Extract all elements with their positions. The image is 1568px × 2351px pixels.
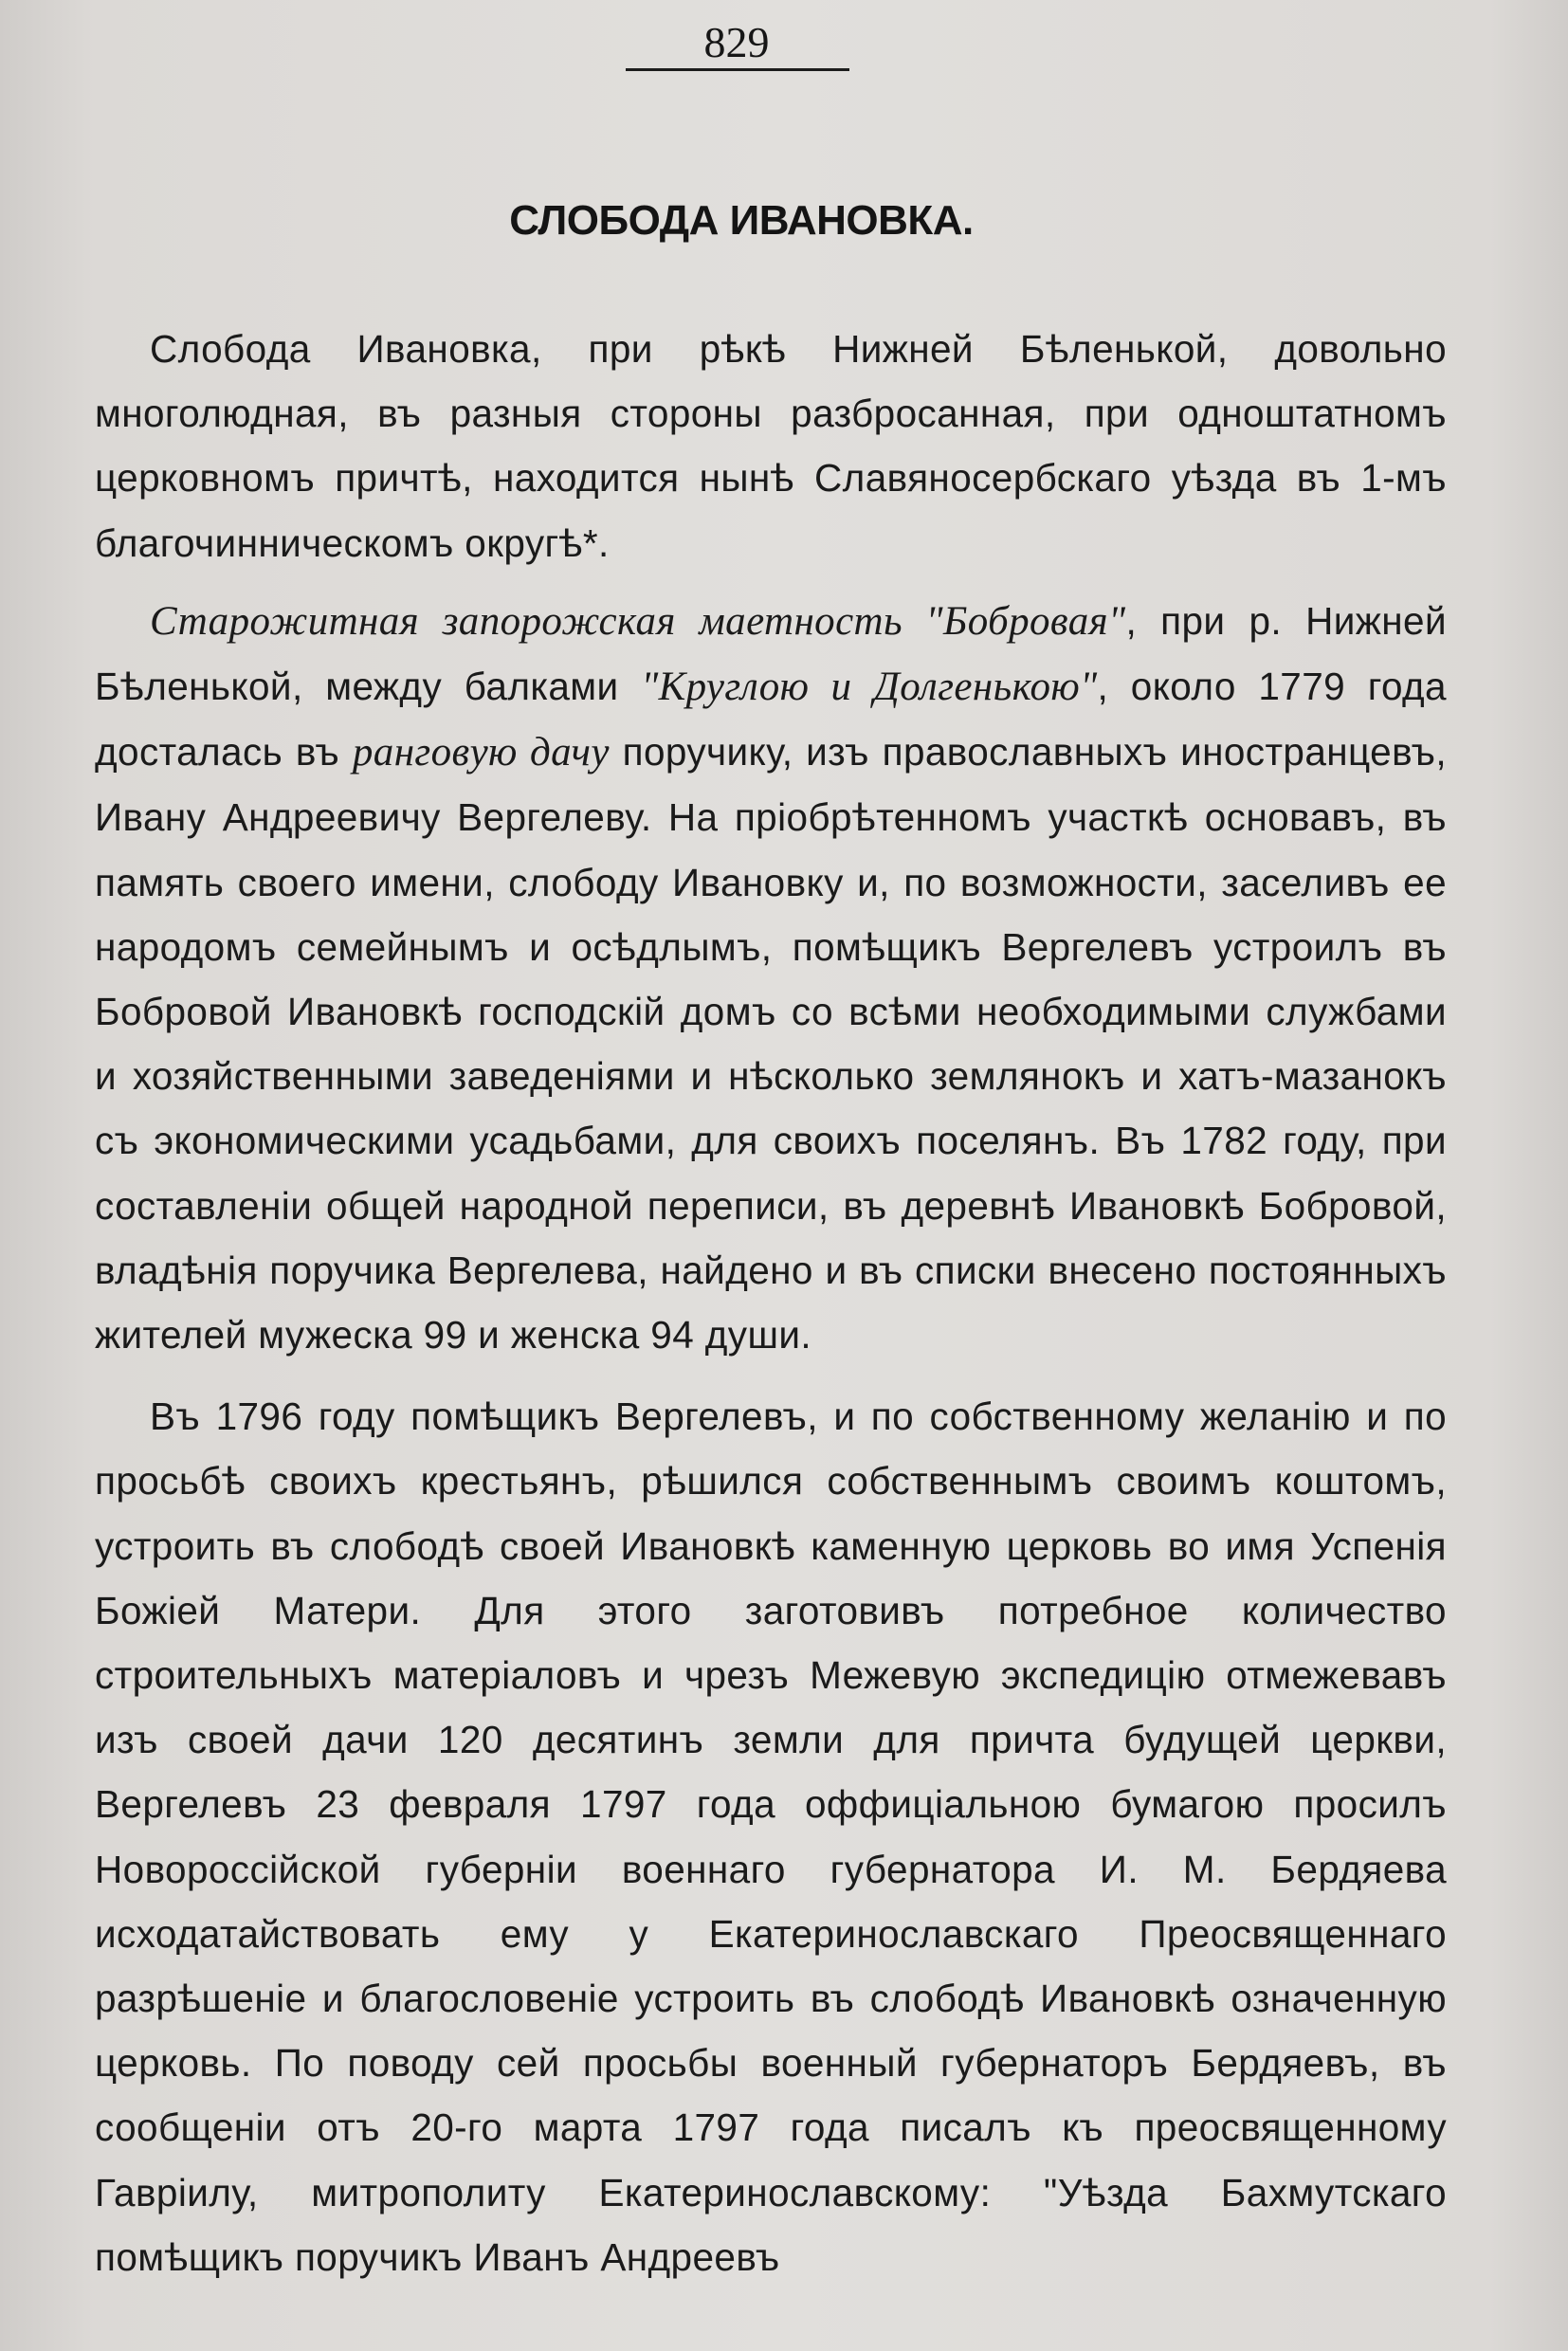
text-segment: , при р. Нижней Бѣленькой, между балками [95,598,1447,709]
body-text [95,317,1447,2289]
paragraph [95,317,1447,575]
page-number-rule [626,68,849,71]
text-segment: , около 1779 года досталась въ [95,665,1447,775]
italic-segment: Старожитная запорожская маетность "Бобровая" [150,598,1126,644]
paragraph [95,589,1447,1367]
paragraph [95,1384,1447,2289]
text-segment: Слобода Ивановка, при рѣкѣ Нижней Бѣленькой, довольно многолюдная, въ разныя стороны разбросанная, при одноштатномъ церковномъ причтѣ, находится нынѣ Славяносербскаго уѣзда въ 1-мъ благочинническомъ округѣ*. [95,327,1447,565]
italic-segment: ранговую дачу [352,730,610,775]
section-title: СЛОБОДА ИВАНОВКА. [509,197,974,244]
italic-segment: "Круглою и Долгенькою" [641,665,1098,710]
text-segment: Въ 1796 году помѣщикъ Вергелевъ, и по собственному желанію и по просьбѣ своихъ крестьянъ, рѣшился собственнымъ своимъ коштомъ, устроить въ слободѣ своей Ивановкѣ каменную церковь во имя Успенія Божіей Матери. Для этого заготовивъ потребное количество строительныхъ матеріаловъ и чрезъ Межевую экспедицію отмежевавъ изъ своей дачи 120 десятинъ земли для причта будущей церкви, Вергелевъ 23 февраля 1797 года оффиціальною бумагою просилъ Новороссійской губерніи военнаго губернатора И. М. Бердяева исходатайствовать ему у Екатеринославскаго Преосвященнаго разрѣшеніе и благословеніе устроить въ слободѣ Ивановкѣ означенную церковь. По поводу сей просьбы военный губернаторъ Бердяевъ, въ сообщеніи отъ 20-го марта 1797 года писалъ къ преосвященному Гавріилу, митрополиту Екатеринославскому: "Уѣзда Бахмутскаго помѣщикъ поручикъ Иванъ Андреевъ [95,1394,1447,2279]
page-number: 829 [703,18,770,66]
text-segment: поручику, изъ православныхъ иностранцевъ, Ивану Андреевичу Вергелеву. На пріобрѣтенномъ участкѣ основавъ, въ память своего имени, слободу Ивановку и, по возможности, заселивъ ее народомъ семейнымъ и осѣдлымъ, помѣщикъ Вергелевъ устроилъ въ Бобровой Ивановкѣ господскій домъ со всѣми необходимыми службами и хозяйственными заведеніями и нѣсколько землянокъ и хатъ-мазанокъ съ экономическими усадьбами, для своихъ поселянъ. Въ 1782 году, при составленіи общей народной переписи, въ деревнѣ Ивановкѣ Бобровой, владѣнія поручика Вергелева, найдено и въ списки внесено постоянныхъ жителей мужеска 99 и женска 94 души. [95,730,1448,1358]
